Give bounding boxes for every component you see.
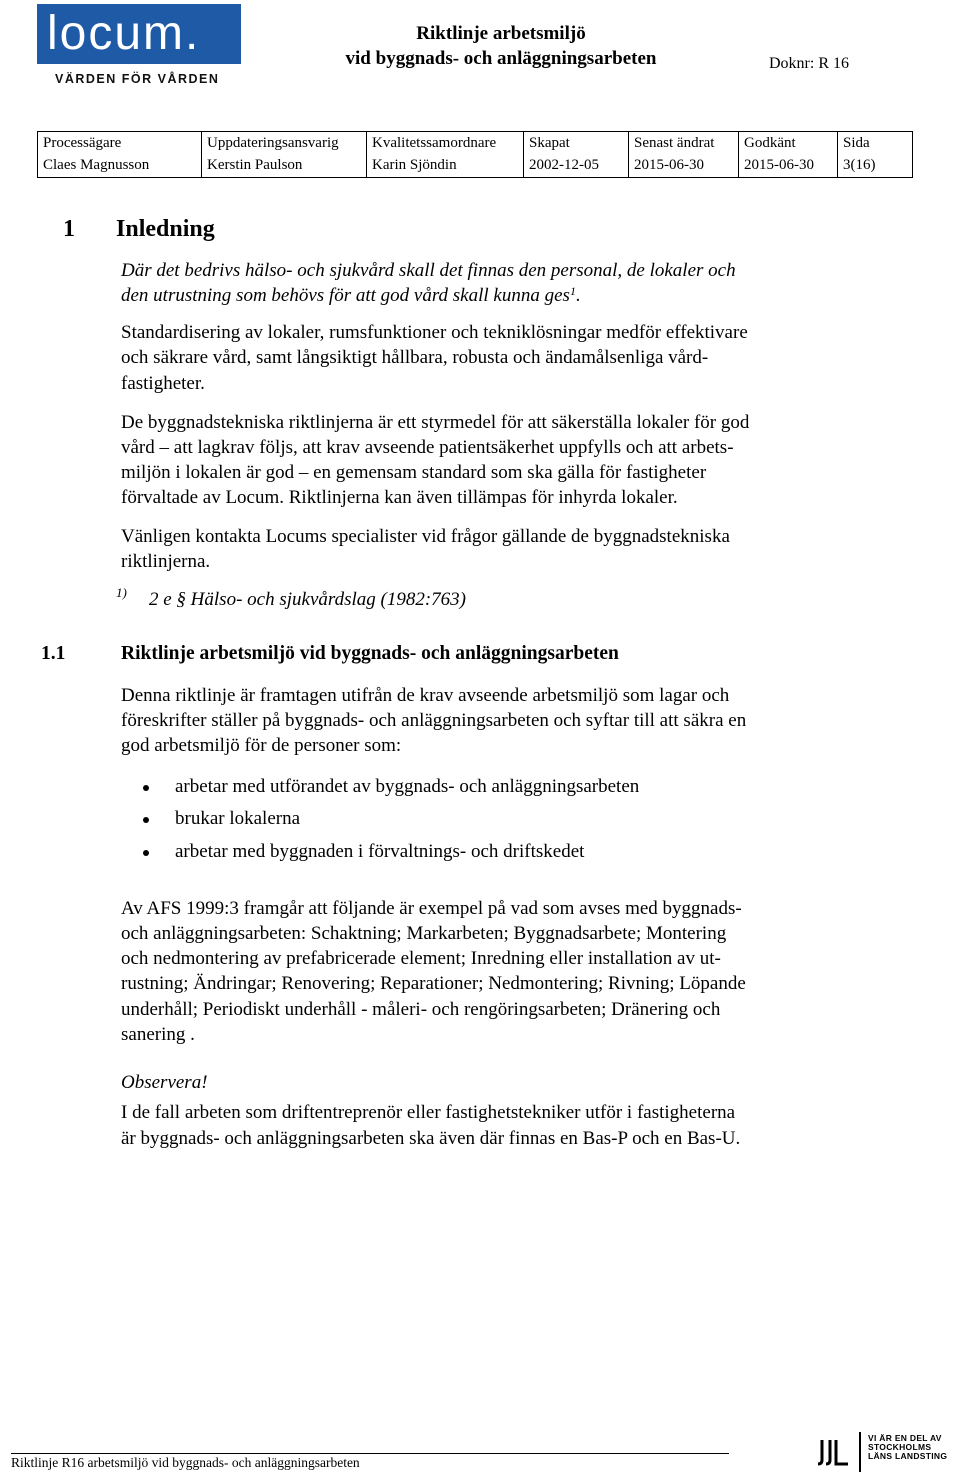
sll-logo [812, 1432, 960, 1472]
law-quote-text: den utrustning som behövs för att god vård skall kunna ges [121, 285, 570, 306]
paragraph-line: fastigheter. [121, 373, 205, 394]
paragraph-line: Standardisering av lokaler, rumsfunktioner och tekniklösningar medför effektivare [121, 322, 748, 343]
subsection-number: 1.1 [41, 643, 66, 664]
document-number: Doknr: R 16 [769, 55, 849, 72]
law-quote-line-1: Där det bedrivs hälso- och sjukvård skall det finnas den personal, de lokaler och [121, 260, 736, 281]
paragraph-line: vård – att lagkrav följs, att krav avseende patientsäkerhet uppfylls och att arbets- [121, 437, 734, 458]
footer-logo-divider [859, 1432, 861, 1472]
paragraph-line: är byggnads- och anläggningsarbeten ska även där finnas en Bas-P och en Bas-U. [121, 1128, 741, 1149]
bullet-item: arbetar med byggnaden i förvaltnings- och driftskedet [175, 841, 585, 862]
logo-background [37, 4, 241, 64]
paragraph-line: Denna riktlinje är framtagen utifrån de krav avseende arbetsmiljö som lagar och [121, 685, 730, 706]
paragraph-line: riktlinjerna. [121, 551, 211, 572]
footer-divider [11, 1453, 729, 1454]
paragraph-line: och anläggningsarbeten: Schaktning; Markarbeten; Byggnadsarbete; Montering [121, 923, 727, 944]
meta-cell-updater [201, 132, 366, 177]
title-line-2: vid byggnads- och anläggningsarbeten [345, 48, 657, 69]
sll-line-1: VI ÄR EN DEL AV [868, 1433, 942, 1443]
sll-logo-text [868, 1434, 947, 1461]
meta-value: Karin Sjöndin [372, 157, 457, 173]
paragraph-line: Av AFS 1999:3 framgår att följande är exempel på vad som avses med byggnads- [121, 898, 742, 919]
paragraph-line: och nedmontering av prefabricerade element; Inredning eller installation av ut- [121, 948, 721, 969]
paragraph-line: god arbetsmiljö för de personer som: [121, 735, 402, 756]
law-quote-end: . [575, 285, 581, 306]
note-heading: Observera! [121, 1072, 208, 1093]
meta-value: 2002-12-05 [529, 157, 599, 173]
meta-label: Senast ändrat [634, 135, 715, 151]
paragraph-line: rustning; Ändringar; Renovering; Reparationer; Nedmontering; Rivning; Löpande [121, 973, 746, 994]
document-title [320, 21, 682, 71]
paragraph-line: underhåll; Periodiskt underhåll - måleri- och rengöringsarbeten; Dränering och [121, 999, 721, 1020]
footnote-mark: 1) [116, 585, 127, 600]
meta-label: Skapat [529, 135, 570, 151]
footnote-text: 2 e § Hälso- och sjukvårdslag (1982:763) [149, 589, 466, 610]
section-number: 1 [63, 216, 75, 242]
paragraph-line: sanering . [121, 1024, 195, 1045]
paragraph-line: Vänligen kontakta Locums specialister vid frågor gällande de byggnadstekniska [121, 526, 730, 547]
bullet-dot [143, 785, 149, 791]
meta-label: Processägare [43, 135, 122, 151]
sll-line-2: STOCKHOLMS [868, 1442, 932, 1452]
meta-cell-approved [738, 132, 837, 177]
paragraph-line: föreskrifter ställer på byggnads- och anläggningsarbeten och syftar till att säkra en [121, 710, 747, 731]
meta-cell-created [523, 132, 628, 177]
locum-logo [37, 4, 241, 90]
paragraph-line: miljön i lokalen är god – en gemensam standard som ska gälla för fastigheter [121, 462, 707, 483]
meta-value: Kerstin Paulson [207, 157, 303, 173]
bullet-item: arbetar med utförandet av byggnads- och anläggningsarbeten [175, 776, 640, 797]
footnote-ref: 1 [569, 284, 576, 298]
meta-cell-page [837, 132, 912, 177]
meta-value: 2015-06-30 [744, 157, 814, 173]
meta-value: 3(16) [843, 157, 876, 173]
subsection-heading: Riktlinje arbetsmiljö vid byggnads- och anläggningsarbeten [121, 643, 619, 664]
title-line-1: Riktlinje arbetsmiljö [416, 23, 586, 44]
logo-tagline: VÄRDEN FÖR VÅRDEN [55, 72, 220, 86]
paragraph-line: I de fall arbeten som driftentreprenör eller fastighetstekniker utför i fastigheterna [121, 1102, 736, 1123]
bullet-item: brukar lokalerna [175, 808, 301, 829]
law-quote-line-2 [121, 283, 581, 308]
meta-label: Uppdateringsansvarig [207, 135, 339, 151]
meta-label: Godkänt [744, 135, 796, 151]
paragraph-line: och säkrare vård, samt långsiktigt hållbara, robusta och ändamålsenliga vård- [121, 347, 709, 368]
meta-cell-owner [38, 132, 201, 177]
sll-emblem-icon [814, 1432, 854, 1472]
meta-cell-modified [628, 132, 738, 177]
meta-value: 2015-06-30 [634, 157, 704, 173]
meta-label: Sida [843, 135, 870, 151]
paragraph-line: förvaltade av Locum. Riktlinjerna kan även tillämpas för inhyrda lokaler. [121, 487, 678, 508]
meta-label: Kvalitetssamordnare [372, 135, 497, 151]
document-meta-table [37, 131, 913, 178]
section-heading: Inledning [116, 216, 215, 242]
logo-wordmark: locum. [47, 7, 201, 60]
paragraph-line: De byggnadstekniska riktlinjerna är ett styrmedel för att säkerställa lokaler för god [121, 412, 750, 433]
meta-value: Claes Magnusson [43, 157, 150, 173]
bullet-dot [143, 850, 149, 856]
footer-text: Riktlinje R16 arbetsmiljö vid byggnads- och anläggningsarbeten [11, 1455, 360, 1470]
bullet-dot [143, 817, 149, 823]
meta-cell-coordinator [366, 132, 523, 177]
sll-line-3: LÄNS LANDSTING [868, 1451, 948, 1461]
